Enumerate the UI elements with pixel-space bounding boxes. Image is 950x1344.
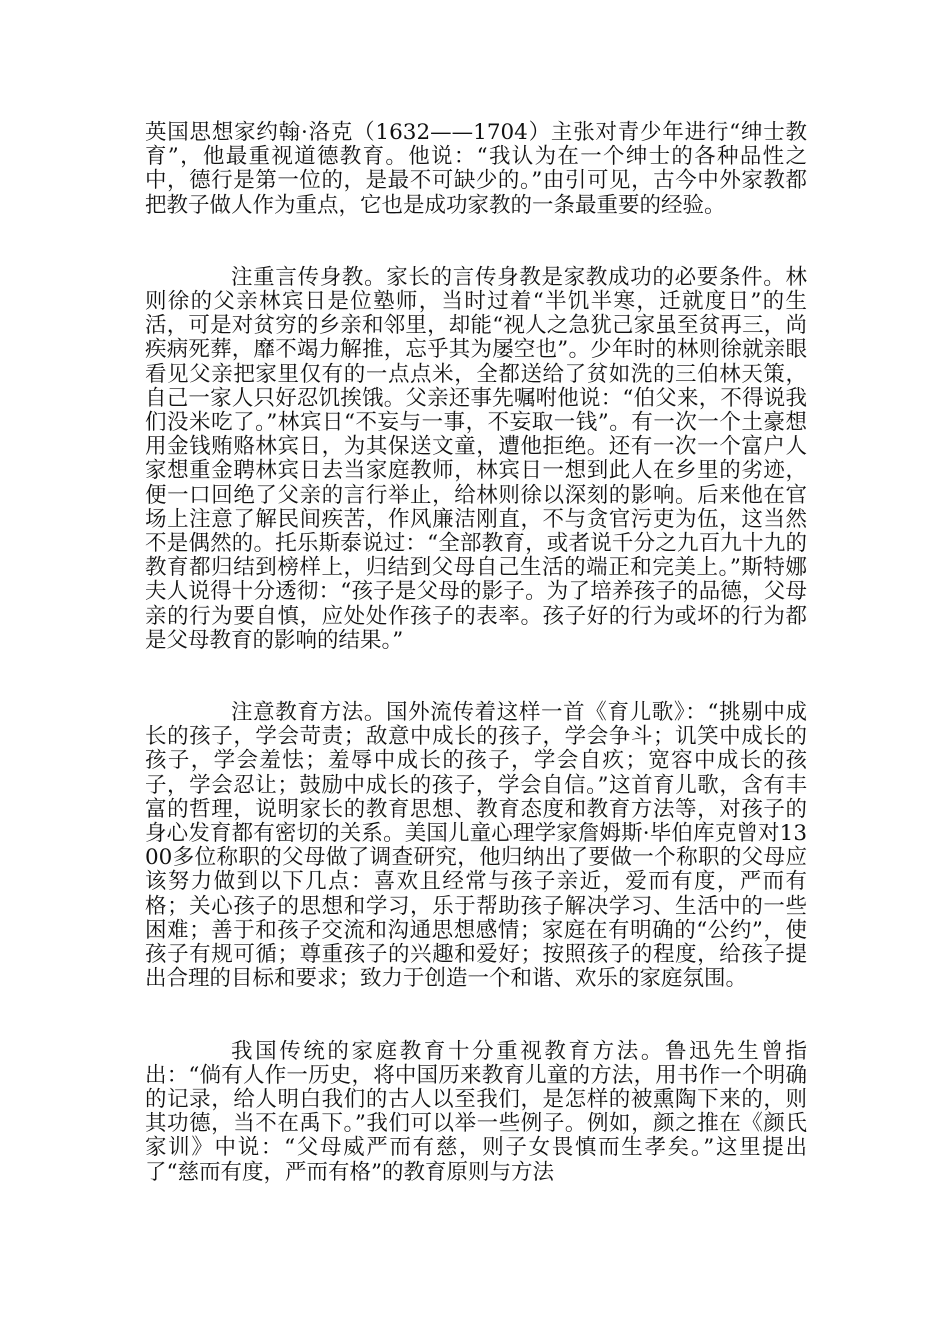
paragraph-education-methods: 注意教育方法。国外流传着这样一首《育儿歌》：“挑剔中成长的孩子，学会苛责；敌意中成长的孩子，学会争斗；讥笑中成长的孩子，学会羞怯；羞辱中成长的孩子，学会自疚；宽容中成长的孩子，学会忍让；鼓励中成长的孩子，学会自信。”这首育儿歌，含有丰富的哲理，说明家长的教育思想、教育态度和教育方法等，对孩子的身心发育都有密切的关系。美国儿童心理学家詹姆斯·毕伯库克曾对1300多位称职的父母做了调查研究，他归纳出了要做一个称职的父母应该努力做到以下几点：喜欢且经常与孩子亲近，爱而有度，严而有格；关心孩子的思想和学习，乐于帮助孩子解决学习、生活中的一些困难；善于和孩子交流和沟通思想感情；家庭在有明确的“公约”，使孩子有规可循；尊重孩子的兴趣和爱好；按照孩子的程度，给孩子提出合理的目标和要求；致力于创造一个和谐、欢乐的家庭氛围。	[145, 700, 807, 992]
paragraph-chinese-tradition: 我国传统的家庭教育十分重视教育方法。鲁迅先生曾指出：“倘有人作一历史，将中国历来教育儿童的方法，用书作一个明确的记录，给人明白我们的古人以至我们，是怎样的被熏陶下来的，则其功德，当不在禹下。”我们可以举一些例子。例如，颜之推在《颜氏家训》中说：“父母威严而有慈，则子女畏慎而生孝矣。”这里提出了“慈而有度，严而有格”的教育原则与方法	[145, 1038, 807, 1185]
paragraph-example-by-deed: 注重言传身教。家长的言传身教是家教成功的必要条件。林则徐的父亲林宾日是位塾师，当时过着“半饥半寒，迁就度日”的生活，可是对贫穷的乡亲和邻里，却能“视人之急犹己家虽至贫再三，尚疾病死葬，靡不竭力解推，忘乎其为屡空也”。少年时的林则徐就亲眼看见父亲把家里仅有的一点点米，全都送给了贫如洗的三伯林天策，自己一家人只好忍饥挨饿。父亲还事先嘱咐他说：“伯父来，不得说我们没米吃了。”林宾日“不妄与一事，不妄取一钱”。有一次一个土豪想用金钱贿赂林宾日，为其保送文童，遭他拒绝。还有一次一个富户人家想重金聘林宾日去当家庭教师，林宾日一想到此人在乡里的劣迹，便一口回绝了父亲的言行举止，给林则徐以深刻的影响。后来他在官场上注意了解民间疾苦，作风廉洁刚直，不与贪官污吏为伍，这当然不是偶然的。托乐斯泰说过：“全部教育，或者说千分之九百九十九的教育都归结到榜样上，归结到父母自己生活的端正和完美上。”斯特娜夫人说得十分透彻：“孩子是父母的影子。为了培养孩子的品德，父母亲的行为要自慎，应处处作孩子的表率。孩子好的行为或坏的行为都是父母教育的影响的结果。”	[145, 264, 807, 653]
document-body	[145, 121, 807, 1185]
paragraph-locke-gentleman-education: 英国思想家约翰·洛克（1632——1704）主张对青少年进行“绅士教育”，他最重视道德教育。他说：“我认为在一个绅士的各种品性之中，德行是第一位的，是最不可缺少的。”由引可见，古今中外家教都把教子做人作为重点，它也是成功家教的一条最重要的经验。	[145, 120, 807, 218]
